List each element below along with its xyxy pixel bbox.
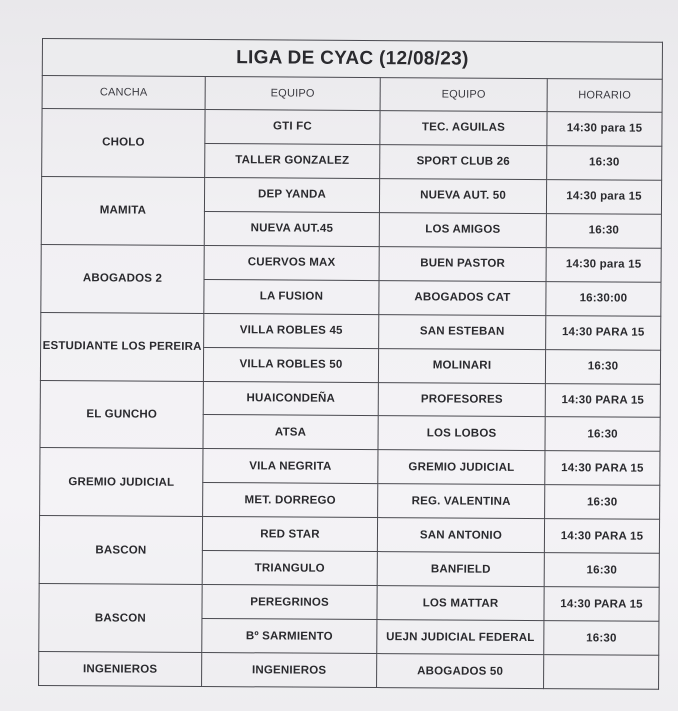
team-1-cell: VILLA ROBLES 45 bbox=[204, 313, 379, 348]
team-1-cell: RED STAR bbox=[202, 517, 377, 552]
horario-cell bbox=[544, 655, 659, 690]
table-row bbox=[41, 176, 661, 214]
team-2-cell: MOLINARI bbox=[378, 348, 545, 383]
team-1-cell: Bº SARMIENTO bbox=[202, 619, 377, 654]
cancha-cell: ABOGADOS 2 bbox=[41, 244, 204, 313]
team-1-cell: TRIANGULO bbox=[202, 551, 377, 586]
horario-cell: 14:30 PARA 15 bbox=[545, 451, 660, 486]
team-1-cell: LA FUSION bbox=[204, 279, 379, 314]
team-1-cell: INGENIEROS bbox=[202, 652, 377, 687]
team-1-cell: HUAICONDEÑA bbox=[203, 381, 378, 416]
team-1-cell: NUEVA AUT.45 bbox=[204, 211, 379, 246]
header-horario: HORARIO bbox=[547, 79, 662, 113]
table-row bbox=[41, 244, 661, 282]
team-1-cell: PEREGRINOS bbox=[202, 585, 377, 620]
cancha-cell: MAMITA bbox=[41, 176, 204, 245]
cancha-cell: GREMIO JUDICIAL bbox=[40, 448, 203, 517]
horario-cell: 16:30 bbox=[545, 485, 660, 520]
fixture-table bbox=[38, 38, 663, 690]
header-equipo-1: EQUIPO bbox=[205, 76, 380, 110]
team-2-cell: REG. VALENTINA bbox=[378, 484, 545, 519]
team-2-cell: UEJN JUDICIAL FEDERAL bbox=[377, 620, 544, 655]
team-2-cell: GREMIO JUDICIAL bbox=[378, 450, 545, 485]
team-2-cell: TEC. AGUILAS bbox=[380, 111, 547, 146]
table-row bbox=[39, 516, 659, 554]
team-2-cell: SPORT CLUB 26 bbox=[380, 145, 547, 180]
table-row bbox=[40, 448, 660, 486]
team-2-cell: BANFIELD bbox=[377, 552, 544, 587]
table-row bbox=[42, 109, 662, 147]
cancha-cell: EL GUNCHO bbox=[40, 380, 203, 449]
fixture-sheet bbox=[38, 38, 662, 690]
cancha-cell: BASCON bbox=[39, 584, 202, 653]
team-2-cell: ABOGADOS CAT bbox=[379, 280, 546, 315]
horario-cell: 14:30 PARA 15 bbox=[544, 519, 659, 554]
horario-cell: 14:30 PARA 15 bbox=[546, 315, 661, 350]
page-title: LIGA DE CYAC (12/08/23) bbox=[42, 39, 662, 80]
cancha-cell: INGENIEROS bbox=[39, 651, 202, 686]
horario-cell: 16:30 bbox=[544, 553, 659, 588]
table-row bbox=[39, 651, 659, 689]
horario-cell: 16:30 bbox=[547, 146, 662, 181]
fixture-body bbox=[39, 109, 663, 690]
team-1-cell: VILA NEGRITA bbox=[203, 449, 378, 484]
team-1-cell: DEP YANDA bbox=[204, 177, 379, 212]
table-row bbox=[39, 584, 659, 622]
cancha-cell: CHOLO bbox=[42, 109, 205, 178]
team-2-cell: LOS AMIGOS bbox=[379, 212, 546, 247]
team-2-cell: PROFESORES bbox=[378, 382, 545, 417]
horario-cell: 14:30 PARA 15 bbox=[544, 587, 659, 622]
team-2-cell: ABOGADOS 50 bbox=[377, 654, 544, 689]
team-1-cell: CUERVOS MAX bbox=[204, 245, 379, 280]
header-cancha: CANCHA bbox=[42, 76, 205, 110]
horario-cell: 14:30 para 15 bbox=[546, 179, 661, 214]
team-2-cell: SAN ANTONIO bbox=[377, 518, 544, 553]
team-2-cell: BUEN PASTOR bbox=[379, 246, 546, 281]
horario-cell: 16:30 bbox=[544, 621, 659, 656]
horario-cell: 16:30 bbox=[545, 417, 660, 452]
cancha-cell: BASCON bbox=[39, 516, 202, 585]
team-2-cell: SAN ESTEBAN bbox=[379, 314, 546, 349]
cancha-cell: ESTUDIANTE LOS PEREIRA bbox=[40, 312, 203, 381]
horario-cell: 16:30 bbox=[545, 349, 660, 384]
team-2-cell: LOS LOBOS bbox=[378, 416, 545, 451]
team-1-cell: ATSA bbox=[203, 415, 378, 450]
team-1-cell: MET. DORREGO bbox=[203, 483, 378, 518]
team-1-cell: TALLER GONZALEZ bbox=[205, 143, 380, 178]
horario-cell: 14:30 para 15 bbox=[546, 247, 661, 282]
horario-cell: 14:30 para 15 bbox=[547, 112, 662, 147]
horario-cell: 14:30 PARA 15 bbox=[545, 383, 660, 418]
table-row bbox=[41, 312, 661, 350]
header-equipo-2: EQUIPO bbox=[380, 78, 547, 112]
horario-cell: 16:30:00 bbox=[546, 281, 661, 316]
horario-cell: 16:30 bbox=[546, 213, 661, 248]
team-2-cell: LOS MATTAR bbox=[377, 586, 544, 621]
table-row bbox=[40, 380, 660, 418]
team-2-cell: NUEVA AUT. 50 bbox=[379, 178, 546, 213]
team-1-cell: VILLA ROBLES 50 bbox=[203, 347, 378, 382]
team-1-cell: GTI FC bbox=[205, 109, 380, 144]
